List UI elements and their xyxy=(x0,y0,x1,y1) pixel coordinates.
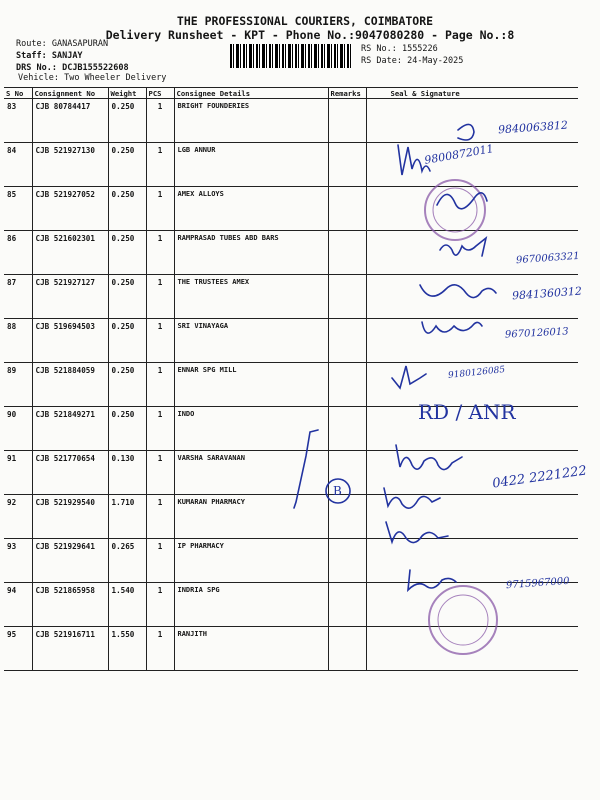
consignment-number: CJB 521927127 xyxy=(32,275,108,319)
consignee-details: RANJITH xyxy=(174,627,328,671)
remarks-cell xyxy=(328,451,366,495)
column-header-consignee: Consignee Details xyxy=(174,88,328,99)
consignment-number: CJB 521865958 xyxy=(32,583,108,627)
pieces: 1 xyxy=(146,99,174,143)
pieces: 1 xyxy=(146,187,174,231)
drs-label: DRS No.: xyxy=(16,63,57,73)
pieces: 1 xyxy=(146,143,174,187)
signature-cell xyxy=(366,539,578,583)
table-row xyxy=(4,627,578,671)
column-header-signature: Seal & Signature xyxy=(366,88,578,99)
route-value: GANASAPURAN xyxy=(51,39,109,49)
drs-line xyxy=(16,63,129,73)
weight: 0.250 xyxy=(108,319,146,363)
signature-cell xyxy=(366,231,578,275)
serial-number: 90 xyxy=(4,407,32,451)
rs-date-value: 24-May-2025 xyxy=(407,56,464,66)
weight: 0.250 xyxy=(108,99,146,143)
rs-number-line xyxy=(361,44,438,54)
weight: 1.550 xyxy=(108,627,146,671)
vehicle-line xyxy=(18,73,166,83)
staff-label: Staff: xyxy=(16,51,47,61)
signature-cell xyxy=(366,143,578,187)
pieces: 1 xyxy=(146,583,174,627)
signature-cell xyxy=(366,319,578,363)
serial-number: 86 xyxy=(4,231,32,275)
weight: 0.265 xyxy=(108,539,146,583)
consignee-details: LGB ANNUR xyxy=(174,143,328,187)
table-row xyxy=(4,231,578,275)
vehicle-label: Vehicle: xyxy=(18,73,59,83)
pieces: 1 xyxy=(146,495,174,539)
rs-date-label: RS Date: xyxy=(361,56,402,66)
handwritten-phone: 9180126085 xyxy=(447,365,506,381)
table-row xyxy=(4,99,578,143)
signature-cell xyxy=(366,407,578,451)
consignee-details: VARSHA SARAVANAN xyxy=(174,451,328,495)
signature-cell xyxy=(366,363,578,407)
staff-value: SANJAY xyxy=(51,51,83,61)
serial-number: 92 xyxy=(4,495,32,539)
column-header-sno: S No xyxy=(4,88,32,99)
signature-cell xyxy=(366,583,578,627)
pieces: 1 xyxy=(146,319,174,363)
weight: 0.130 xyxy=(108,451,146,495)
consignee-details: SRI VINAYAGA xyxy=(174,319,328,363)
consignee-details: AMEX ALLOYS xyxy=(174,187,328,231)
remarks-cell xyxy=(328,99,366,143)
rs-number-label: RS No.: xyxy=(361,44,397,54)
serial-number: 91 xyxy=(4,451,32,495)
remarks-cell xyxy=(328,143,366,187)
weight: 0.250 xyxy=(108,275,146,319)
consignment-number: CJB 521770654 xyxy=(32,451,108,495)
consignee-details: ENNAR SPG MILL xyxy=(174,363,328,407)
remarks-cell xyxy=(328,583,366,627)
table-row xyxy=(4,363,578,407)
pieces: 1 xyxy=(146,231,174,275)
rs-number-value: 1555226 xyxy=(401,44,438,54)
consignee-details: KUMARAN PHARMACY xyxy=(174,495,328,539)
serial-number: 94 xyxy=(4,583,32,627)
remarks-cell xyxy=(328,363,366,407)
runsheet-subtitle: Delivery Runsheet - KPT - Phone No.:9047080280 - Page No.:8 xyxy=(105,28,515,42)
remarks-cell xyxy=(328,275,366,319)
staff-line xyxy=(16,51,83,61)
pieces: 1 xyxy=(146,451,174,495)
remarks-cell xyxy=(328,539,366,583)
handwritten-phone: 9841360312 xyxy=(511,284,583,303)
handwritten-phone: 0422 2221222 xyxy=(491,463,588,492)
consignee-details: BRIGHT FOUNDERIES xyxy=(174,99,328,143)
weight: 0.250 xyxy=(108,143,146,187)
signature-cell xyxy=(366,99,578,143)
serial-number: 95 xyxy=(4,627,32,671)
table-row xyxy=(4,451,578,495)
serial-number: 84 xyxy=(4,143,32,187)
handwritten-phone: 9840063812 xyxy=(497,118,569,137)
table-row xyxy=(4,407,578,451)
consignment-number: CJB 521927052 xyxy=(32,187,108,231)
table-row xyxy=(4,187,578,231)
pieces: 1 xyxy=(146,627,174,671)
consignee-details: THE TRUSTEES AMEX xyxy=(174,275,328,319)
serial-number: 87 xyxy=(4,275,32,319)
company-title: THE PROFESSIONAL COURIERS, COIMBATORE xyxy=(176,14,434,28)
handwritten-note: RD / ANR xyxy=(418,400,516,424)
handwritten-phone: 9670126013 xyxy=(504,326,569,341)
weight: 0.250 xyxy=(108,187,146,231)
route-label: Route: xyxy=(16,39,47,49)
handwritten-phone: 9800872011 xyxy=(423,142,495,167)
consignment-number: CJB 519694503 xyxy=(32,319,108,363)
barcode-image xyxy=(230,44,352,68)
pieces: 1 xyxy=(146,363,174,407)
consignee-details: IP PHARMACY xyxy=(174,539,328,583)
consignee-details: RAMPRASAD TUBES ABD BARS xyxy=(174,231,328,275)
remarks-cell xyxy=(328,627,366,671)
weight: 0.250 xyxy=(108,231,146,275)
consignment-number: CJB 521916711 xyxy=(32,627,108,671)
remarks-cell xyxy=(328,187,366,231)
weight: 1.540 xyxy=(108,583,146,627)
handwritten-phone: 9715967000 xyxy=(505,575,570,592)
handwritten-phone: 9670063321 xyxy=(515,250,580,267)
table-row xyxy=(4,583,578,627)
serial-number: 89 xyxy=(4,363,32,407)
table-row xyxy=(4,143,578,187)
table-row xyxy=(4,275,578,319)
signature-cell xyxy=(366,275,578,319)
consignee-details: INDRIA SPG xyxy=(174,583,328,627)
serial-number: 88 xyxy=(4,319,32,363)
signature-cell xyxy=(366,627,578,671)
serial-number: 83 xyxy=(4,99,32,143)
pieces: 1 xyxy=(146,275,174,319)
table-header-row xyxy=(4,88,578,99)
remarks-cell xyxy=(328,231,366,275)
table-row xyxy=(4,495,578,539)
consignment-number: CJB 521884059 xyxy=(32,363,108,407)
signature-cell xyxy=(366,187,578,231)
signature-cell xyxy=(366,451,578,495)
table-row xyxy=(4,539,578,583)
pieces: 1 xyxy=(146,407,174,451)
consignment-number: CJB 521849271 xyxy=(32,407,108,451)
consignment-number: CJB 521602301 xyxy=(32,231,108,275)
remarks-cell xyxy=(328,495,366,539)
column-header-pcs: PCS xyxy=(146,88,174,99)
table-row xyxy=(4,319,578,363)
signature-cell xyxy=(366,495,578,539)
column-header-remarks: Remarks xyxy=(328,88,366,99)
remarks-cell xyxy=(328,319,366,363)
circled-letter: B xyxy=(333,484,342,498)
consignee-details: INDO xyxy=(174,407,328,451)
column-header-consignment: Consignment No xyxy=(32,88,108,99)
serial-number: 93 xyxy=(4,539,32,583)
column-header-weight: Weight xyxy=(108,88,146,99)
weight: 0.250 xyxy=(108,363,146,407)
route-line xyxy=(16,39,108,49)
consignment-number: CJB 521929641 xyxy=(32,539,108,583)
weight: 0.250 xyxy=(108,407,146,451)
rs-date-line xyxy=(361,56,463,66)
serial-number: 85 xyxy=(4,187,32,231)
runsheet-table xyxy=(4,87,578,671)
remarks-cell xyxy=(328,407,366,451)
drs-value: DCJB155522608 xyxy=(62,63,129,73)
consignment-number: CJB 80784417 xyxy=(32,99,108,143)
consignment-number: CJB 521929540 xyxy=(32,495,108,539)
vehicle-value: Two Wheeler Delivery xyxy=(64,73,167,83)
consignment-number: CJB 521927130 xyxy=(32,143,108,187)
pieces: 1 xyxy=(146,539,174,583)
weight: 1.710 xyxy=(108,495,146,539)
